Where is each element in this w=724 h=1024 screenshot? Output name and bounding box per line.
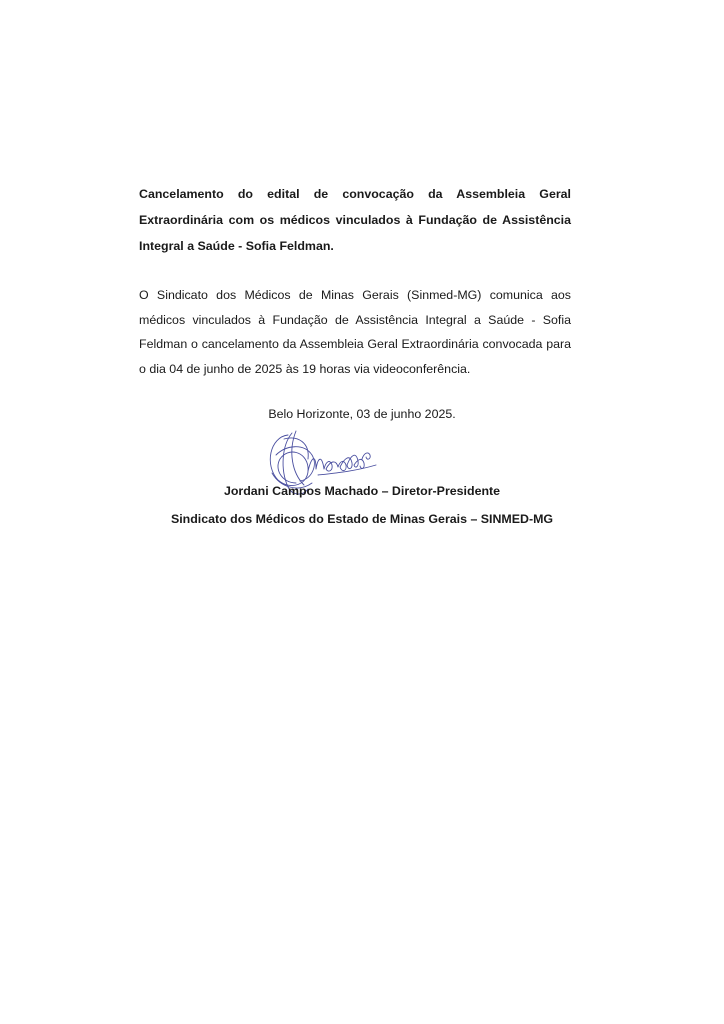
document-content (139, 181, 571, 381)
signer-organization: Sindicato dos Médicos do Estado de Minas Gerais – SINMED-MG (170, 512, 554, 526)
place-date: Belo Horizonte, 03 de junho 2025. (268, 407, 456, 421)
signer-name: Jordani Campos Machado – Diretor-Presidente (223, 484, 501, 498)
document-body: O Sindicato dos Médicos de Minas Gerais (Sinmed-MG) comunica aos médicos vinculados à Fundação de Assistência Integral a Saúde - Sofia Feldman o cancelamento da Assembleia Geral Extraordinária convocada para o dia 04 de junho de 2025 às 19 horas via videoconferência. (139, 288, 571, 376)
document-title: Cancelamento do edital de convocação da Assembleia Geral Extraordinária com os médicos vinculados à Fundação de Assistência Integral a Saúde - Sofia Feldman. (139, 187, 571, 253)
